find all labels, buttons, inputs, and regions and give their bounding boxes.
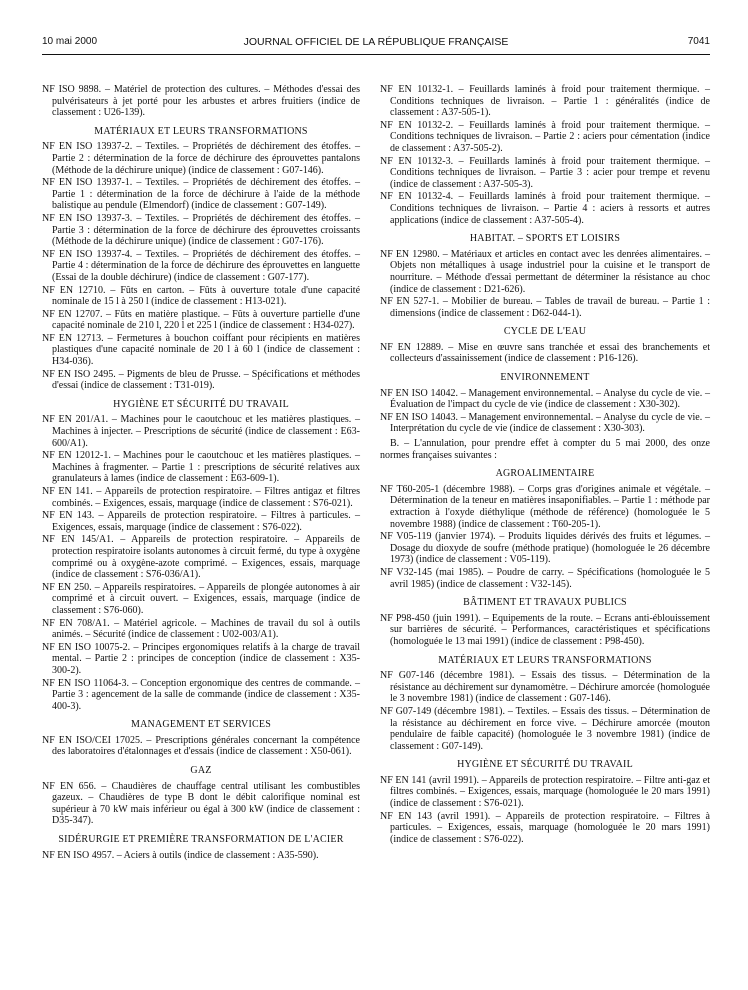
- standard-entry: [380, 388, 710, 411]
- standard-reference: NF EN ISO 13937-2.: [42, 141, 133, 153]
- standard-description: – Matériel de protection des cultures. – Méthodes d'essai des pulvérisateurs à jet porté pour les arbustes et arbres fruitiers (indice de classement : U26-139).: [52, 84, 360, 119]
- standard-description: – Feuillards laminés à froid pour traitement thermique. – Conditions techniques de livraison. – Partie 3 : acier pour trempe et revenu (indice de classement : A37-505-3).: [390, 155, 711, 190]
- standard-entry: [380, 84, 710, 119]
- standard-description: – Appareils de protection respiratoire. – Filtres antigaz et filtres combinés. – Exigences, essais, marquage (indice de classement : S76-021).: [52, 486, 360, 509]
- standard-entry: [42, 678, 360, 713]
- standard-description: – Matériaux et articles en contact avec les denrées alimentaires. – Objets non métalliques à usage industriel pour la cuisine et le transport de nourriture. – Méthode d'essai permettant de déterminer la résistance au choc (indice de classement : D21-626).: [390, 248, 710, 295]
- header-title: JOURNAL OFFICIEL DE LA RÉPUBLIQUE FRANÇAISE: [243, 36, 509, 48]
- standard-reference: NF EN 10132-3.: [380, 155, 454, 167]
- standard-reference: NF EN 250.: [42, 581, 92, 593]
- standard-entry: [42, 177, 360, 212]
- standard-entry: [42, 486, 360, 509]
- standard-entry: [42, 369, 360, 392]
- standard-reference: NF G07-149 (décembre 1981).: [380, 705, 505, 717]
- standard-description: – Management environnemental. – Analyse du cycle de vie. – Évaluation de l'impact du cycle de vie (indice de classement : X30-302).: [390, 387, 710, 411]
- standard-reference: NF EN 141 (avril 1991).: [380, 774, 480, 786]
- section-heading: HYGIÈNE ET SÉCURITÉ DU TRAVAIL: [457, 759, 633, 771]
- standard-description: – Appareils de protection respiratoire. – Filtre anti-gaz et filtres combinés. – Exigences, essais, marquage (homologuée le 20 mars 1991) (indice de classement : S76-021).: [390, 774, 711, 810]
- standard-entry: [42, 450, 360, 485]
- standard-reference: NF EN 201/A1.: [42, 414, 109, 426]
- standard-description: – Management environnemental. – Analyse du cycle de vie. – Interprétation du cycle de vie (indice de classement : X30-303).: [390, 411, 710, 435]
- standard-reference: NF EN 143 (avril 1991).: [380, 810, 491, 822]
- standard-reference: NF EN ISO 13937-4.: [42, 248, 133, 260]
- standard-description: – Conception ergonomique des centres de commande. – Partie 3 : agencement de la salle de commande (indice de classement : X35-400-3).: [52, 677, 361, 712]
- standard-entry: [42, 618, 360, 641]
- header-date: 10 mai 2000: [42, 36, 98, 47]
- standard-entry: [380, 567, 710, 590]
- standard-reference: NF EN ISO 14043.: [380, 411, 459, 423]
- standard-reference: NF EN 708/A1.: [42, 617, 110, 629]
- standard-reference: NF EN ISO 4957.: [42, 849, 115, 861]
- standard-reference: NF EN 12707.: [42, 308, 103, 320]
- standard-description: – Appareils de protection respiratoire. – Filtres à particules. – Exigences, essais, marquage (homologuée le 20 mars 1991) (indice de classement : S76-022).: [390, 810, 710, 845]
- standard-description: – Appareils de protection respiratoire. – Filtres à particules. – Exigences, essais, marquage (indice de classement : S76-022).: [52, 510, 360, 533]
- standard-entry: [42, 414, 360, 449]
- standard-reference: NF V32-145 (mai 1985).: [380, 566, 484, 578]
- standard-reference: NF EN 527-1.: [380, 296, 440, 308]
- standard-description: – Textiles. – Essais des tissus. – Détermination de la résistance au déchirement en force vive. – Déchirure amorcée (mouton pendulaire de faible capacité) (homologuée le 3 novembre 1981) (indice de classement : G07-149).: [390, 705, 711, 752]
- standard-entry: [380, 191, 710, 226]
- standard-description: – Pigments de bleu de Prusse. – Spécifications et méthodes d'essai (indice de classement : T31-019).: [52, 368, 360, 392]
- standard-reference: NF EN 12713.: [42, 332, 104, 344]
- standard-entry: [380, 296, 710, 319]
- standard-entry: [42, 850, 360, 862]
- standard-description: – Fermetures à bouchon coiffant pour récipients en matières plastiques d'une capacité nominale de 20 l à 60 l (indice de classement : H34-036).: [52, 332, 361, 368]
- standard-reference: NF EN ISO 13937-1.: [42, 177, 133, 189]
- section-heading: MATÉRIAUX ET LEURS TRANSFORMATIONS: [438, 654, 652, 666]
- standard-description: – Fûts en carton. – Fûts à ouverture totale d'une capacité nominale de 15 l à 250 l (indice de classement : H13-021).: [52, 284, 361, 308]
- standard-reference: NF EN 656.: [42, 780, 97, 792]
- standard-entry: [380, 342, 710, 365]
- standard-entry: [380, 811, 710, 846]
- standard-description: – Feuillards laminés à froid pour traitement thermique. – Conditions techniques de livraison. – Partie 2 : aciers pour cémentation (indice de classement : A37-505-2).: [390, 119, 711, 154]
- left-column: [42, 84, 360, 862]
- standard-reference: NF P98-450 (juin 1991).: [380, 612, 481, 624]
- standard-reference: NF EN 12889.: [380, 341, 444, 353]
- standard-description: – Poudre de carry. – Spécifications (homologuée le 5 avril 1985) (indice de classement : V32-145).: [390, 566, 711, 590]
- standard-reference: NF EN 10132-4.: [380, 191, 454, 203]
- standard-reference: NF ISO 9898.: [42, 84, 102, 95]
- standard-description: – Equipements de la route. – Ecrans anti-éblouissement sur barrières de sécurité. – Performances, caractéristiques et spécifications (homologuée le 13 mai 1991) (indice de classement : P98-450).: [390, 612, 710, 647]
- paragraph: B. – L'annulation, pour prendre effet à compter du 5 mai 2000, des onze normes françaises suivantes :: [380, 438, 710, 461]
- standard-entry: [42, 84, 360, 119]
- standard-description: – Machines pour le caoutchouc et les matières plastiques. – Machines à fragmenter. – Partie 1 : prescriptions de sécurité relatives aux granulateurs à lames (indice de classement : E63-609-1).: [52, 450, 360, 485]
- standard-description: – Principes ergonomiques relatifs à la charge de travail mental. – Partie 2 : principes de conception (indice de classement : X35-300-2).: [52, 641, 361, 676]
- standard-description: – Appareils de protection respiratoire. – Appareils de protection respiratoire isolants autonomes à circuit fermé, du type à oxygène comprimé ou à oxygène-azote comprimé. – Exigences, essais, marquage (indice de classement : S76-036/A1).: [52, 534, 360, 581]
- standard-reference: NF EN 10132-2.: [380, 119, 454, 131]
- standard-entry: [42, 309, 360, 332]
- section-heading: HABITAT. – SPORTS ET LOISIRS: [469, 233, 621, 245]
- standard-entry: [380, 670, 710, 705]
- standard-description: – Corps gras d'origines animale et végétale. – Détermination de la teneur en matières insaponifiables. – Partie 1 : méthode par extraction à l'oxyde diéthylique (méthode de référence) (homologuée le 5 novembre 1988) (indice de classement : T60-205-1).: [390, 483, 711, 530]
- standard-entry: [42, 735, 360, 758]
- section-heading: AGROALIMENTAIRE: [495, 468, 595, 480]
- page-header: [42, 36, 710, 50]
- standard-reference: NF EN ISO/CEI 17025.: [42, 734, 143, 746]
- standard-entry: [42, 534, 360, 580]
- section-heading: GAZ: [190, 765, 212, 777]
- standard-reference: NF EN 12980.: [380, 248, 440, 260]
- standard-reference: NF EN ISO 2495.: [42, 368, 116, 380]
- standard-entry: [380, 531, 710, 566]
- standard-description: – Prescriptions générales concernant la compétence des laboratoires d'étalonnages et d'essais (indice de classement : X50-061).: [52, 734, 360, 758]
- standard-description: – Textiles. – Propriétés de déchirement des étoffes. – Partie 1 : détermination de la force de déchirure à l'aide de la méthode balistique au pendule (Elmendorf) (indice de classement : G07-149).: [52, 177, 361, 212]
- standard-description: – Matériel agricole. – Machines de travail du sol à outils animés. – Sécurité (indice de classement : U02-003/A1).: [52, 617, 360, 641]
- page-number: 7041: [687, 36, 710, 47]
- standard-entry: [42, 213, 360, 248]
- standard-entry: [380, 484, 710, 530]
- standard-entry: [42, 781, 360, 827]
- section-heading: MANAGEMENT ET SERVICES: [131, 719, 271, 731]
- section-heading: CYCLE DE L'EAU: [503, 326, 587, 338]
- standard-description: – Fûts en matière plastique. – Fûts à ouverture partielle d'une capacité nominale de 210 l, 220 l et 225 l (indice de classement : H34-027).: [52, 308, 360, 332]
- standard-description: – Chaudières de chauffage central utilisant les combustibles gazeux. – Chaudières de type B dont le débit calorifique nominal est supérieur à 70 kW mais inférieur ou égal à 300 kW (indice de classement : D35-347).: [52, 780, 361, 827]
- standard-reference: NF EN ISO 11064-3.: [42, 677, 130, 689]
- standard-description: – Essais des tissus. – Détermination de la résistance au déchirement sur dynamomètre. – Déchirure amorcée (homologuée le 3 novembre 1981) (indice de classement : G07-146).: [390, 670, 710, 705]
- standard-entry: [380, 706, 710, 752]
- standard-reference: NF EN ISO 10075-2.: [42, 641, 131, 653]
- standard-description: – Machines pour le caoutchouc et les matières plastiques. – Machines à injecter. – Prescriptions de sécurité (indice de classement : E63-600/A1).: [52, 414, 360, 449]
- right-column: [380, 84, 710, 846]
- standard-description: – Feuillards laminés à froid pour traitement thermique. – Conditions techniques de livraison. – Partie 4 : aciers à ressorts et autres applications (indice de classement : A37-505-4).: [390, 191, 711, 226]
- standard-entry: [380, 613, 710, 648]
- standard-entry: [380, 120, 710, 155]
- standard-entry: [380, 775, 710, 810]
- standard-description: – Mobilier de bureau. – Tables de travail de bureau. – Partie 1 : dimensions (indice de classement : D62-044-1).: [390, 296, 710, 319]
- standard-entry: [42, 510, 360, 533]
- standard-entry: [380, 249, 710, 295]
- standard-reference: NF EN 145/A1.: [42, 534, 114, 546]
- standard-reference: NF EN 12710.: [42, 284, 106, 296]
- standard-entry: [42, 285, 360, 308]
- standard-description: – Aciers à outils (indice de classement : A35-590).: [116, 849, 319, 861]
- section-heading: ENVIRONNEMENT: [500, 372, 590, 384]
- section-heading: SIDÉRURGIE ET PREMIÈRE TRANSFORMATION DE L'ACIER: [58, 834, 344, 846]
- standard-description: – Mise en œuvre sans tranchée et essai des branchements et collecteurs d'assainissement (indice de classement : P16-126).: [390, 341, 710, 365]
- standard-entry: [380, 412, 710, 435]
- standard-entry: [42, 249, 360, 284]
- standard-entry: [42, 582, 360, 617]
- standard-description: – Textiles. – Propriétés de déchirement des étoffes. – Partie 2 : détermination de la force de déchirure des éprouvettes pantalons (Méthode de la déchirure unique) (indice de classement : G07-146).: [52, 141, 361, 176]
- standard-description: – Textiles. – Propriétés de déchirement des étoffes. – Partie 4 : détermination de la force de déchirure des éprouvettes en languette (Essai de la double déchirure) (indice de classement : G07-177).: [52, 248, 361, 283]
- section-heading: BÂTIMENT ET TRAVAUX PUBLICS: [463, 597, 627, 609]
- standard-entry: [380, 156, 710, 191]
- standard-reference: NF EN ISO 13937-3.: [42, 212, 133, 224]
- standard-description: – Feuillards laminés à froid pour traitement thermique. – Conditions techniques de livraison. – Partie 1 : généralités (indice de classement : A37-505-1).: [390, 84, 711, 119]
- standard-reference: NF EN ISO 14042.: [380, 387, 459, 399]
- standard-reference: NF EN 12012-1.: [42, 450, 111, 462]
- standard-description: – Produits liquides dérivés des fruits et légumes. – Dosage du dioxyde de soufre (méthode pratique) (homologuée le 26 décembre 1973) (indice de classement : V05-119).: [390, 531, 710, 566]
- standard-reference: NF EN 141.: [42, 486, 93, 497]
- standard-description: – Textiles. – Propriétés de déchirement des étoffes. – Partie 3 : détermination de la force de déchirure des éprouvettes croissants (Méthode de la déchirure unique) (indice de classement : G07-176).: [52, 212, 361, 248]
- section-heading: MATÉRIAUX ET LEURS TRANSFORMATIONS: [94, 125, 308, 137]
- standard-entry: [42, 333, 360, 368]
- section-heading: HYGIÈNE ET SÉCURITÉ DU TRAVAIL: [113, 398, 289, 410]
- standard-entry: [42, 141, 360, 176]
- standard-reference: NF V05-119 (janvier 1974).: [380, 531, 496, 543]
- standard-reference: NF G07-146 (décembre 1981).: [380, 670, 515, 682]
- standard-entry: [42, 642, 360, 677]
- standard-reference: NF EN 143.: [42, 510, 95, 522]
- standard-description: – Appareils respiratoires. – Appareils de plongée autonomes à air comprimé et à circuit ouvert. – Exigences, essais, marquage (indice de classement : S76-060).: [52, 581, 361, 616]
- header-rule: [42, 54, 710, 55]
- standard-reference: NF EN 10132-1.: [380, 84, 454, 95]
- standard-reference: NF T60-205-1 (décembre 1988).: [380, 483, 515, 495]
